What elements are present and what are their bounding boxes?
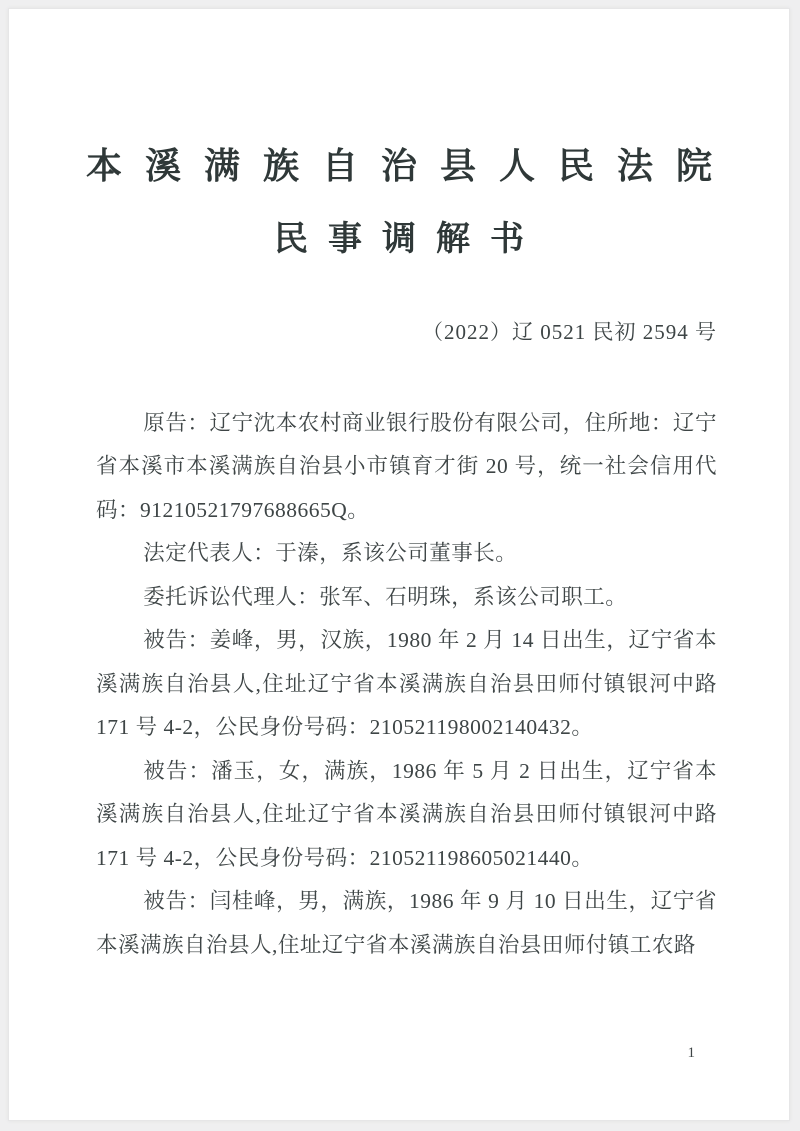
court-name-title: 本溪满族自治县人民法院 xyxy=(85,146,735,186)
page-number: 1 xyxy=(687,1045,695,1061)
document-type-title: 民事调解书 xyxy=(274,221,544,259)
case-number: （2022）辽 0521 民初 2594 号 xyxy=(422,319,717,344)
paragraph-defendant-1: 被告：姜峰，男，汉族，1980 年 2 月 14 日出生，辽宁省本溪满族自治县人,住址辽宁省本溪满族自治县田师付镇银河中路 171 号 4-2，公民身份号码：210521198002140432。 xyxy=(96,628,717,740)
document-page xyxy=(8,8,790,1121)
paragraph-legal-representative: 法定代表人：于溱，系该公司董事长。 xyxy=(143,541,518,566)
paragraph-litigation-agents: 委托诉讼代理人：张军、石明珠，系该公司职工。 xyxy=(143,584,628,609)
document-body xyxy=(9,402,789,968)
paragraph-defendant-3: 被告：闫桂峰，男，满族，1986 年 9 月 10 日出生，辽宁省本溪满族自治县人,住址辽宁省本溪满族自治县田师付镇工农路 xyxy=(96,889,717,957)
paragraph-plaintiff: 原告：辽宁沈本农村商业银行股份有限公司，住所地：辽宁省本溪市本溪满族自治县小市镇育才街 20 号，统一社会信用代码：91210521797688665Q。 xyxy=(96,410,717,522)
paragraph-defendant-2: 被告：潘玉，女，满族，1986 年 5 月 2 日出生，辽宁省本溪满族自治县人,住址辽宁省本溪满族自治县田师付镇银河中路 171 号 4-2，公民身份号码：210521198605021440。 xyxy=(96,758,717,870)
